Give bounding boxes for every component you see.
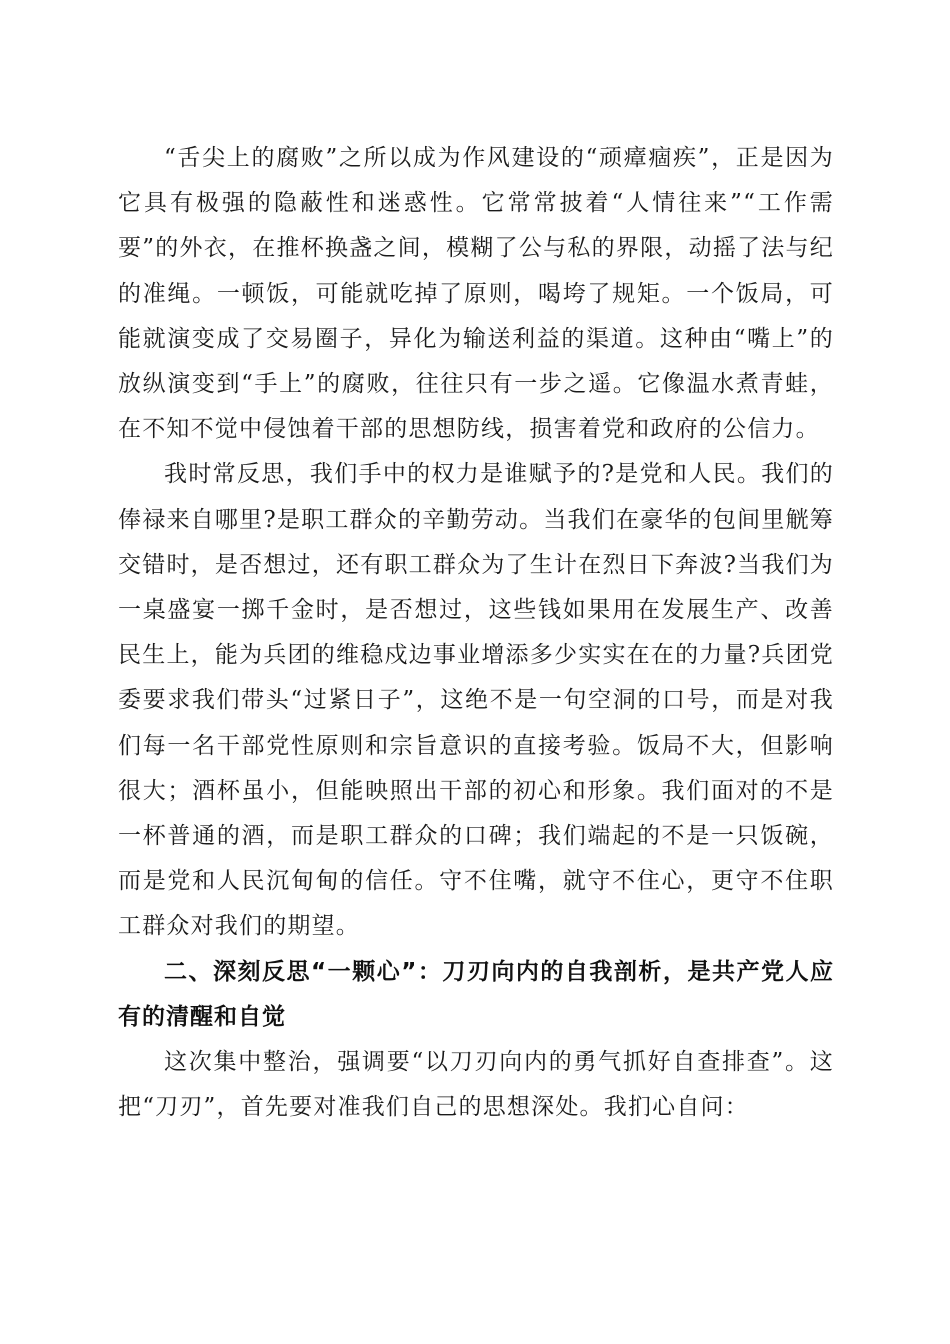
body-paragraph: 这次集中整治，强调要“以刀刃向内的勇气抓好自查排查”。这把“刀刃”，首先要对准我们自己的思想深处。我扪心自问： bbox=[118, 1049, 834, 1121]
body-paragraph: “舌尖上的腐败”之所以成为作风建设的“顽瘴痼疾”，正是因为它具有极强的隐蔽性和迷惑性。它常常披着“人情往来”“工作需要”的外衣，在推杯换盏之间，模糊了公与私的界限，动摇了法与纪的准绳。一顿饭，可能就吃掉了原则，喝垮了规矩。一个饭局，可能就演变成了交易圈子，异化为输送利益的渠道。这种由“嘴上”的放纵演变到“手上”的腐败，往往只有一步之遥。它像温水煮青蛙，在不知不觉中侵蚀着干部的思想防线，损害着党和政府的公信力。 bbox=[118, 145, 834, 443]
section-heading: 二、深刻反思“一颗心”：刀刃向内的自我剖析，是共产党人应有的清醒和自觉 bbox=[118, 958, 834, 1030]
body-paragraph: 我时常反思，我们手中的权力是谁赋予的?是党和人民。我们的俸禄来自哪里?是职工群众的辛勤劳动。当我们在豪华的包间里觥筹交错时，是否想过，还有职工群众为了生计在烈日下奔波?当我们为一桌盛宴一掷千金时，是否想过，这些钱如果用在发展生产、改善民生上，能为兵团的维稳戍边事业增添多少实实在在的力量?兵团党委要求我们带头“过紧日子”，这绝不是一句空洞的口号，而是对我们每一名干部党性原则和宗旨意识的直接考验。饭局不大，但影响很大；酒杯虽小，但能映照出干部的初心和形象。我们面对的不是一杯普通的酒，而是职工群众的口碑；我们端起的不是一只饭碗，而是党和人民沉甸甸的信任。守不住嘴，就守不住心，更守不住职工群众对我们的期望。 bbox=[118, 461, 834, 940]
document-body bbox=[118, 136, 834, 1130]
